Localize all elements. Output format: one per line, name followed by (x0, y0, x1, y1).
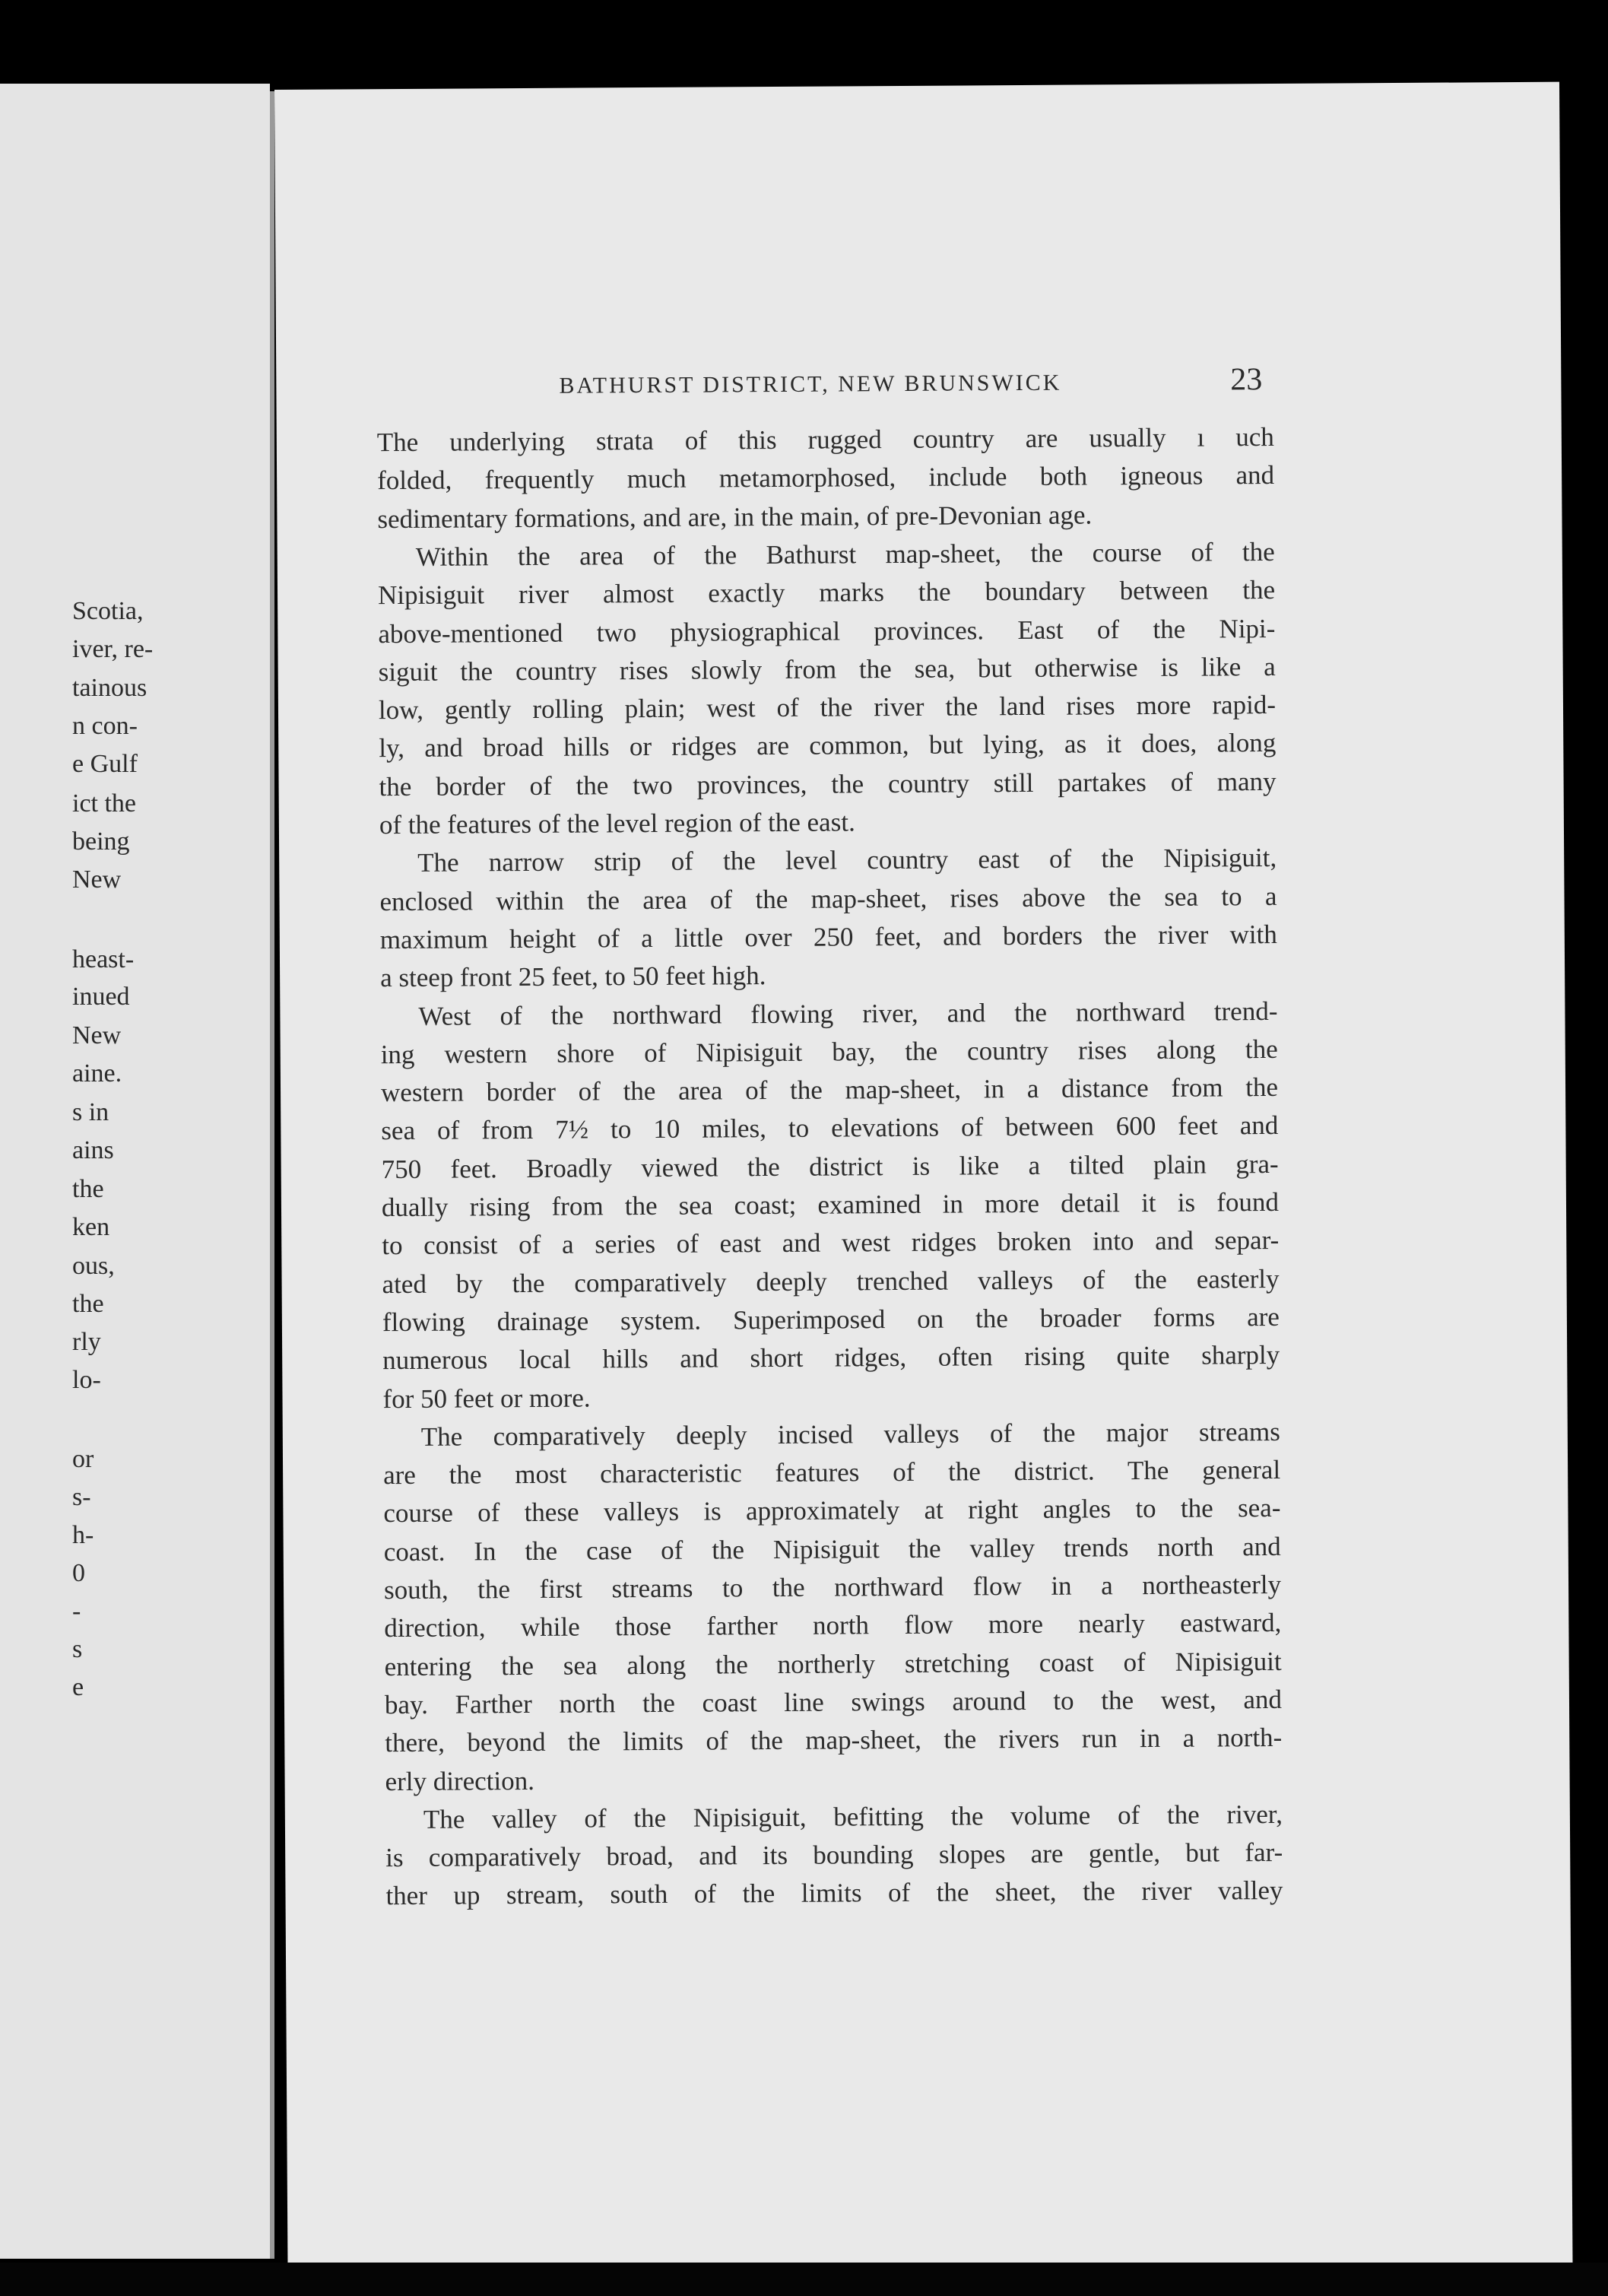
previous-page-line: New (72, 1021, 122, 1050)
previous-page-line: heast- (72, 945, 135, 973)
previous-page-line: New (72, 865, 122, 894)
previous-page-line: rly (72, 1328, 101, 1356)
text-line: sedimentary formations, and are, in the main, of pre-Devonian age. (377, 500, 1093, 534)
previous-page-line: being (72, 827, 130, 856)
text-line: of the features of the level region of the east. (379, 807, 855, 840)
previous-page-line: tainous (72, 674, 147, 702)
previous-page-line: s- (72, 1483, 91, 1511)
previous-page-line: ains (72, 1136, 114, 1164)
previous-page-line: ict the (72, 789, 137, 818)
previous-page-line: iver, re- (72, 635, 154, 663)
previous-page-line: e (72, 1673, 84, 1701)
text-line: Nipisiguit river almost exactly marks the boundary between the (377, 575, 1276, 611)
text-line: numerous local hills and short ridges, often rising quite sharply (382, 1340, 1280, 1376)
text-line: course of these valleys is approximately at right angles to the sea- (383, 1493, 1281, 1529)
text-line: ing western shore of Nipisiguit bay, the country rises along the (380, 1034, 1278, 1069)
previous-page-line: inued (72, 983, 130, 1011)
previous-page-line: - (72, 1597, 81, 1625)
previous-page-line: h- (72, 1521, 94, 1549)
text-line: low, gently rolling plain; west of the river the land rises more rapid- (378, 690, 1277, 726)
previous-page-line: 0 (72, 1559, 85, 1587)
previous-page-line: ken (72, 1213, 110, 1241)
previous-page-line: or (72, 1445, 94, 1473)
text-line: ther up stream, south of the limits of the sheet, the river valley (385, 1875, 1283, 1911)
book-gutter (270, 91, 274, 2259)
text-line: entering the sea along the northerly stretching coast of Nipisiguit (384, 1646, 1282, 1682)
text-line: the border of the two provinces, the country still partakes of many (379, 766, 1277, 802)
text-line: enclosed within the area of the map-sheet, rises above the sea to a (379, 881, 1277, 916)
text-line: a steep front 25 feet, to 50 feet high. (380, 961, 766, 993)
text-line: The underlying strata of this rugged country are usually ı uch (376, 421, 1274, 458)
previous-page-line: s in (72, 1098, 109, 1126)
text-line: West of the northward flowing river, and the northward trend- (418, 996, 1278, 1031)
text-line: flowing drainage system. Superimposed on the broader forms are (382, 1301, 1280, 1338)
previous-page-line: the (72, 1290, 104, 1318)
text-line: ly, and broad hills or ridges are common, but lying, as it does, along (379, 728, 1277, 764)
previous-page-line: e Gulf (72, 750, 138, 778)
text-line: is comparatively broad, and its bounding slopes are gentle, but far- (385, 1837, 1283, 1873)
page (274, 82, 1573, 2280)
text-line: folded, frequently much metamorphosed, include both igneous and (377, 460, 1275, 496)
text-line: sea of from 7½ to 10 miles, to elevations of between 600 feet and (381, 1110, 1279, 1146)
text-line: 750 feet. Broadly viewed the district is like a tilted plain gra- (381, 1148, 1279, 1184)
text-line: south, the first streams to the northward flow in a northeasterly (383, 1569, 1282, 1605)
text-line: The comparatively deeply incised valleys of the major streams (420, 1416, 1280, 1452)
text-line: The valley of the Nipisiguit, befitting the volume of the river, (423, 1799, 1283, 1834)
previous-page-line: ous, (72, 1252, 115, 1280)
text-line: maximum height of a little over 250 feet, and borders the river with (379, 919, 1277, 955)
previous-page-line: Scotia, (72, 597, 144, 625)
text-line: dually rising from the sea coast; examined in more detail it is found (381, 1186, 1280, 1223)
text-line: to consist of a series of east and west ridges broken into and separ- (382, 1225, 1280, 1261)
previous-page-line: aine. (72, 1059, 122, 1088)
text-line: Within the area of the Bathurst map-sheet, the course of the (415, 536, 1275, 572)
previous-page-line: lo- (72, 1366, 101, 1394)
text-line: for 50 feet or more. (382, 1382, 591, 1414)
text-line: above-mentioned two physiographical provinces. East of the Nipi- (378, 613, 1276, 649)
text-line: The narrow strip of the level country east of the Nipisiguit, (417, 843, 1277, 878)
previous-page-line: n con- (72, 712, 138, 740)
text-line: ated by the comparatively deeply trenched valleys of the easterly (382, 1263, 1280, 1299)
text-line: bay. Farther north the coast line swings around to the west, and (384, 1684, 1283, 1720)
previous-page-line: s (72, 1635, 83, 1663)
text-line: direction, while those farther north flow more nearly eastward, (384, 1608, 1282, 1643)
text-line: erly direction. (385, 1765, 535, 1796)
running-head: BATHURST DISTRICT, NEW BRUNSWICK (559, 370, 1062, 399)
text-line: coast. In the case of the Nipisiguit the valley trends north and (383, 1531, 1281, 1567)
page-number: 23 (1230, 362, 1263, 398)
text-line: are the most characteristic features of the district. The general (383, 1455, 1281, 1491)
text-line: siguit the country rises slowly from the sea, but otherwise is like a (378, 651, 1276, 687)
previous-page-line: the (72, 1175, 104, 1203)
text-line: there, beyond the limits of the map-sheet, the rivers run in a north- (385, 1723, 1283, 1758)
previous-page-fragment (0, 84, 270, 2259)
text-line: western border of the area of the map-sheet, in a distance from the (380, 1072, 1279, 1108)
scan-border (0, 2263, 1608, 2296)
